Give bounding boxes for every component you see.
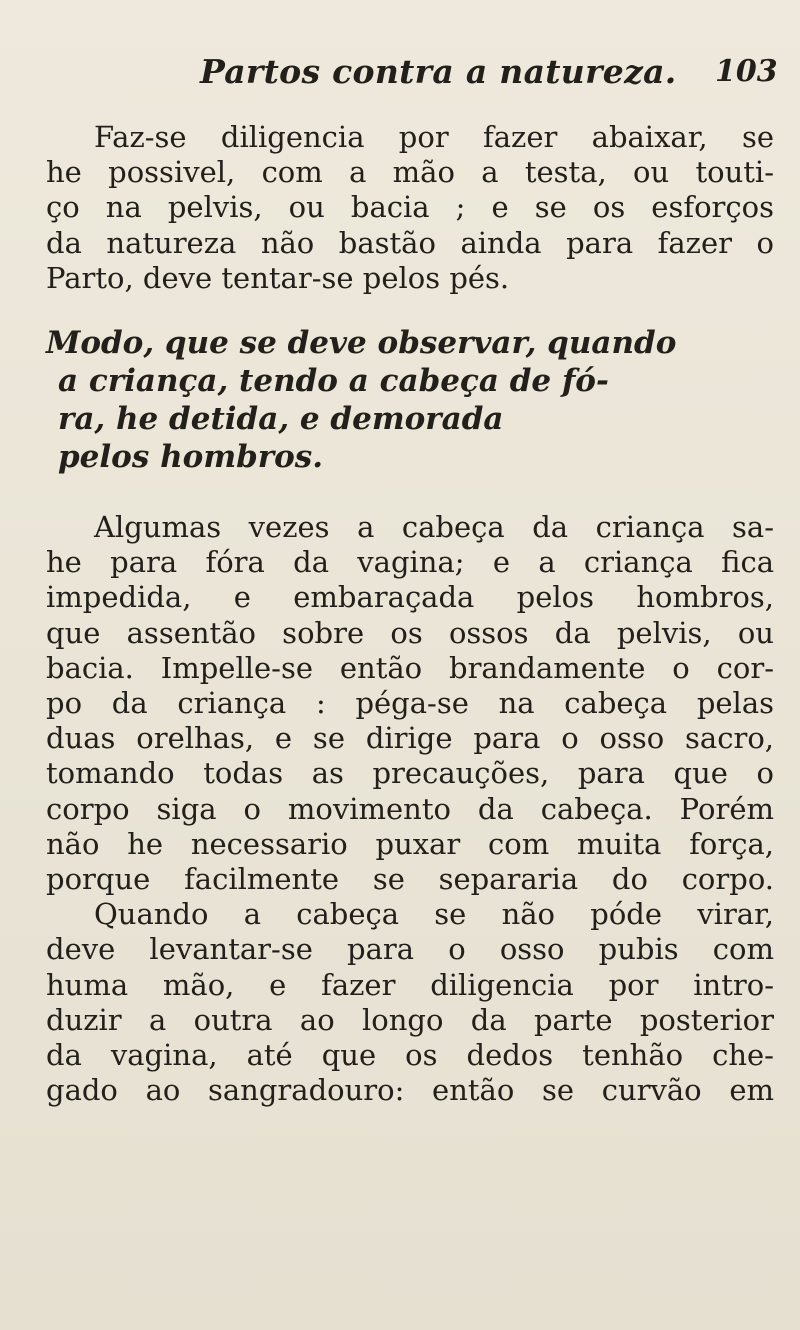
spacer bbox=[46, 476, 774, 510]
paragraph-2 bbox=[46, 510, 774, 897]
text-line: impedida, e embaraçada pelos hombros, bbox=[46, 580, 774, 615]
text-line: ço na pelvis, ou bacia ; e se os esforços bbox=[46, 190, 774, 225]
heading-line: pelos hombros. bbox=[58, 439, 324, 476]
text-line: duas orelhas, e se dirige para o osso sacro, bbox=[46, 721, 774, 756]
text-line: porque facilmente se separaria do corpo. bbox=[46, 862, 774, 897]
text-line: Quando a cabeça se não póde virar, bbox=[94, 897, 774, 932]
text-line: deve levantar-se para o osso pubis com bbox=[46, 932, 774, 967]
heading-line: ra, he detida, e demorada bbox=[58, 401, 504, 438]
text-line: tomando todas as precauções, para que o bbox=[46, 756, 774, 791]
text-line: huma mão, e fazer diligencia por intro- bbox=[46, 967, 774, 1002]
text-line: he possivel, com a mão a testa, ou touti- bbox=[46, 155, 774, 190]
heading-line: Modo, que se deve observar, quando bbox=[46, 325, 677, 362]
text-line: Faz-se diligencia por fazer abaixar, se bbox=[94, 120, 774, 154]
text-line: da vagina, até que os dedos tenhão che- bbox=[46, 1038, 774, 1073]
text-line: que assentão sobre os ossos da pelvis, ou bbox=[46, 615, 774, 650]
paragraph-3 bbox=[46, 897, 774, 1108]
paragraph-1 bbox=[46, 120, 774, 296]
text-line: duzir a outra ao longo da parte posterior bbox=[46, 1002, 774, 1037]
text-line: bacia. Impelle-se então brandamente o cor- bbox=[46, 650, 774, 685]
text-line: não he necessario puxar com muita força, bbox=[46, 826, 774, 861]
page-number: 103 bbox=[715, 54, 778, 89]
body-text bbox=[46, 120, 774, 1108]
text-line: Algumas vezes a cabeça da criança sa- bbox=[94, 510, 774, 545]
text-line: he para fóra da vagina; e a criança fica bbox=[46, 545, 774, 580]
text-line: corpo siga o movimento da cabeça. Porém bbox=[46, 791, 774, 826]
heading-line: a criança, tendo a cabeça de fó- bbox=[58, 363, 609, 400]
section-heading bbox=[46, 324, 774, 476]
text-line: Parto, deve tentar-se pelos pés. bbox=[46, 260, 510, 295]
text-line: gado ao sangradouro: então se curvão em bbox=[46, 1073, 774, 1108]
text-line: po da criança : péga-se na cabeça pelas bbox=[46, 686, 774, 721]
running-title: Partos contra a natureza. bbox=[200, 52, 677, 91]
text-line: da natureza não bastão ainda para fazer o bbox=[46, 225, 774, 260]
page-header bbox=[0, 52, 800, 102]
